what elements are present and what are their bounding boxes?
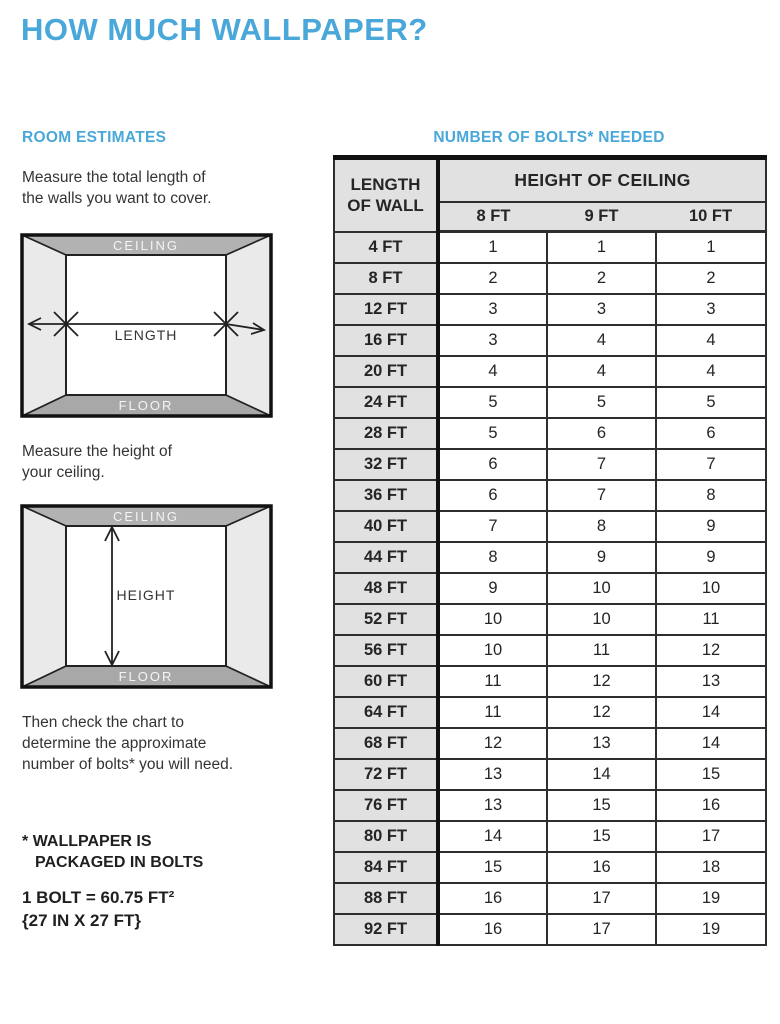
bolts-value-cell: 15	[547, 821, 656, 852]
length-of-wall-header	[334, 158, 438, 232]
height-of-ceiling-header: HEIGHT OF CEILING	[438, 158, 766, 202]
bolts-value-cell: 15	[438, 852, 547, 883]
table-row	[334, 604, 766, 635]
instruction-measure-height	[22, 441, 172, 483]
room-length-diagram	[20, 233, 273, 418]
table-row	[334, 480, 766, 511]
instruction-line: your ceiling.	[22, 464, 105, 481]
instruction-line: determine the approximate	[22, 735, 207, 752]
instruction-check-chart	[22, 712, 233, 775]
bolts-value-cell: 10	[547, 604, 656, 635]
bolts-value-cell: 14	[547, 759, 656, 790]
bolts-value-cell: 4	[547, 356, 656, 387]
length-of-wall-cell: 48 FT	[334, 573, 438, 604]
bolts-value-cell: 9	[656, 511, 766, 542]
bolts-value-cell: 16	[547, 852, 656, 883]
bolts-value-cell: 19	[656, 914, 766, 945]
table-row	[334, 387, 766, 418]
ceiling-label: CEILING	[112, 238, 180, 253]
length-of-wall-cell: 52 FT	[334, 604, 438, 635]
bolts-value-cell: 13	[438, 759, 547, 790]
bolts-value-cell: 16	[438, 883, 547, 914]
table-row	[334, 325, 766, 356]
length-of-wall-cell: 24 FT	[334, 387, 438, 418]
bolts-value-cell: 15	[656, 759, 766, 790]
table-row	[334, 728, 766, 759]
table-row	[334, 511, 766, 542]
bolts-value-cell: 14	[656, 697, 766, 728]
bolts-value-cell: 11	[547, 635, 656, 666]
table-header-row	[334, 158, 766, 202]
bolts-value-cell: 12	[547, 666, 656, 697]
bolts-needed-heading: NUMBER OF BOLTS* NEEDED	[433, 129, 665, 146]
bolts-table-container	[333, 155, 767, 946]
bolts-value-cell: 19	[656, 883, 766, 914]
bolts-value-cell: 7	[547, 480, 656, 511]
bolts-value-cell: 6	[438, 480, 547, 511]
length-of-wall-cell: 64 FT	[334, 697, 438, 728]
bolts-value-cell: 13	[656, 666, 766, 697]
bolts-value-cell: 15	[547, 790, 656, 821]
table-row	[334, 356, 766, 387]
bolts-value-cell: 14	[656, 728, 766, 759]
footnote-line: PACKAGED IN BOLTS	[35, 854, 204, 871]
bolts-value-cell: 6	[656, 418, 766, 449]
length-dimension-label: LENGTH	[114, 327, 178, 343]
bolts-value-cell: 4	[656, 356, 766, 387]
length-of-wall-cell: 76 FT	[334, 790, 438, 821]
bolts-value-cell: 8	[547, 511, 656, 542]
bolts-value-cell: 14	[438, 821, 547, 852]
bolts-value-cell: 5	[547, 387, 656, 418]
column-header-8ft: 8 FT	[438, 202, 547, 232]
column-header-10ft: 10 FT	[656, 202, 766, 232]
bolts-value-cell: 18	[656, 852, 766, 883]
bolts-table	[333, 155, 767, 946]
bolts-value-cell: 3	[547, 294, 656, 325]
bolts-value-cell: 10	[438, 604, 547, 635]
bolts-value-cell: 12	[438, 728, 547, 759]
right-wall	[226, 506, 271, 687]
bolts-value-cell: 8	[438, 542, 547, 573]
instruction-line: Measure the height of	[22, 443, 172, 460]
bolts-value-cell: 16	[438, 914, 547, 945]
table-row	[334, 542, 766, 573]
bolts-value-cell: 3	[438, 325, 547, 356]
length-of-wall-cell: 72 FT	[334, 759, 438, 790]
bolts-value-cell: 5	[438, 418, 547, 449]
bolts-value-cell: 4	[547, 325, 656, 356]
length-of-wall-cell: 40 FT	[334, 511, 438, 542]
bolts-value-cell: 7	[547, 449, 656, 480]
length-of-wall-cell: 88 FT	[334, 883, 438, 914]
length-of-wall-cell: 36 FT	[334, 480, 438, 511]
floor-label: FLOOR	[118, 669, 174, 684]
length-of-wall-cell: 12 FT	[334, 294, 438, 325]
table-row	[334, 790, 766, 821]
bolts-value-cell: 11	[438, 666, 547, 697]
table-row	[334, 263, 766, 294]
footnote-star: *	[22, 833, 29, 850]
table-row	[334, 666, 766, 697]
bolts-value-cell: 8	[656, 480, 766, 511]
left-wall	[22, 235, 66, 416]
length-of-wall-cell: 60 FT	[334, 666, 438, 697]
table-row	[334, 635, 766, 666]
bolts-value-cell: 1	[438, 232, 547, 263]
bolts-value-cell: 10	[656, 573, 766, 604]
footnote-text: WALLPAPER IS	[32, 833, 152, 850]
length-of-wall-cell: 92 FT	[334, 914, 438, 945]
bolts-value-cell: 4	[438, 356, 547, 387]
bolts-value-cell: 10	[547, 573, 656, 604]
bolts-value-cell: 12	[656, 635, 766, 666]
bolts-value-cell: 3	[656, 294, 766, 325]
length-of-wall-cell: 16 FT	[334, 325, 438, 356]
bolts-value-cell: 13	[547, 728, 656, 759]
bolts-value-cell: 9	[656, 542, 766, 573]
length-header-line: LENGTH	[350, 175, 421, 195]
bolt-size-note	[22, 886, 174, 932]
length-of-wall-cell: 4 FT	[334, 232, 438, 263]
bolts-value-cell: 1	[656, 232, 766, 263]
footnote-line	[22, 831, 203, 852]
length-of-wall-cell: 44 FT	[334, 542, 438, 573]
bolts-value-cell: 7	[656, 449, 766, 480]
table-row	[334, 449, 766, 480]
bolts-value-cell: 1	[547, 232, 656, 263]
bolts-value-cell: 3	[438, 294, 547, 325]
bolts-value-cell: 12	[547, 697, 656, 728]
bolts-value-cell: 11	[438, 697, 547, 728]
length-header-line: OF WALL	[347, 196, 424, 216]
instruction-measure-length	[22, 167, 212, 209]
table-row	[334, 232, 766, 263]
room-height-diagram	[20, 504, 273, 689]
bolt-size-line: {27 IN X 27 FT}	[22, 911, 142, 930]
page-title: HOW MUCH WALLPAPER?	[21, 12, 428, 47]
bolts-value-cell: 2	[656, 263, 766, 294]
table-row	[334, 759, 766, 790]
back-wall	[66, 255, 226, 395]
left-wall	[22, 506, 66, 687]
room-estimates-heading: ROOM ESTIMATES	[22, 129, 167, 146]
length-of-wall-cell: 28 FT	[334, 418, 438, 449]
bolts-value-cell: 7	[438, 511, 547, 542]
table-row	[334, 914, 766, 945]
bolts-value-cell: 17	[547, 914, 656, 945]
instruction-line: the walls you want to cover.	[22, 190, 212, 207]
bolts-value-cell: 2	[547, 263, 656, 294]
bolts-value-cell: 13	[438, 790, 547, 821]
length-of-wall-cell: 32 FT	[334, 449, 438, 480]
length-of-wall-cell: 56 FT	[334, 635, 438, 666]
table-row	[334, 418, 766, 449]
height-dimension-label: HEIGHT	[116, 587, 176, 603]
bolts-value-cell: 4	[656, 325, 766, 356]
length-of-wall-cell: 80 FT	[334, 821, 438, 852]
instruction-line: number of bolts* you will need.	[22, 756, 234, 773]
bolts-value-cell: 5	[438, 387, 547, 418]
floor-label: FLOOR	[118, 398, 174, 413]
instruction-line: Measure the total length of	[22, 169, 206, 186]
length-of-wall-cell: 8 FT	[334, 263, 438, 294]
bolts-value-cell: 6	[547, 418, 656, 449]
column-header-9ft: 9 FT	[547, 202, 656, 232]
table-row	[334, 821, 766, 852]
table-row	[334, 697, 766, 728]
bolts-value-cell: 10	[438, 635, 547, 666]
bolts-value-cell: 2	[438, 263, 547, 294]
table-row	[334, 294, 766, 325]
bolts-table-body	[334, 232, 766, 945]
length-of-wall-cell: 68 FT	[334, 728, 438, 759]
length-of-wall-cell: 84 FT	[334, 852, 438, 883]
bolts-value-cell: 6	[438, 449, 547, 480]
instruction-line: Then check the chart to	[22, 714, 184, 731]
bolts-value-cell: 9	[438, 573, 547, 604]
bolts-value-cell: 11	[656, 604, 766, 635]
table-row	[334, 883, 766, 914]
bolts-value-cell: 17	[547, 883, 656, 914]
length-of-wall-cell: 20 FT	[334, 356, 438, 387]
bolt-size-line: 1 BOLT = 60.75 FT²	[22, 888, 175, 907]
bolts-value-cell: 17	[656, 821, 766, 852]
table-row	[334, 573, 766, 604]
bolts-value-cell: 9	[547, 542, 656, 573]
bolts-value-cell: 16	[656, 790, 766, 821]
wallpaper-bolts-footnote	[22, 831, 203, 873]
ceiling-label: CEILING	[112, 509, 180, 524]
table-row	[334, 852, 766, 883]
bolts-value-cell: 5	[656, 387, 766, 418]
